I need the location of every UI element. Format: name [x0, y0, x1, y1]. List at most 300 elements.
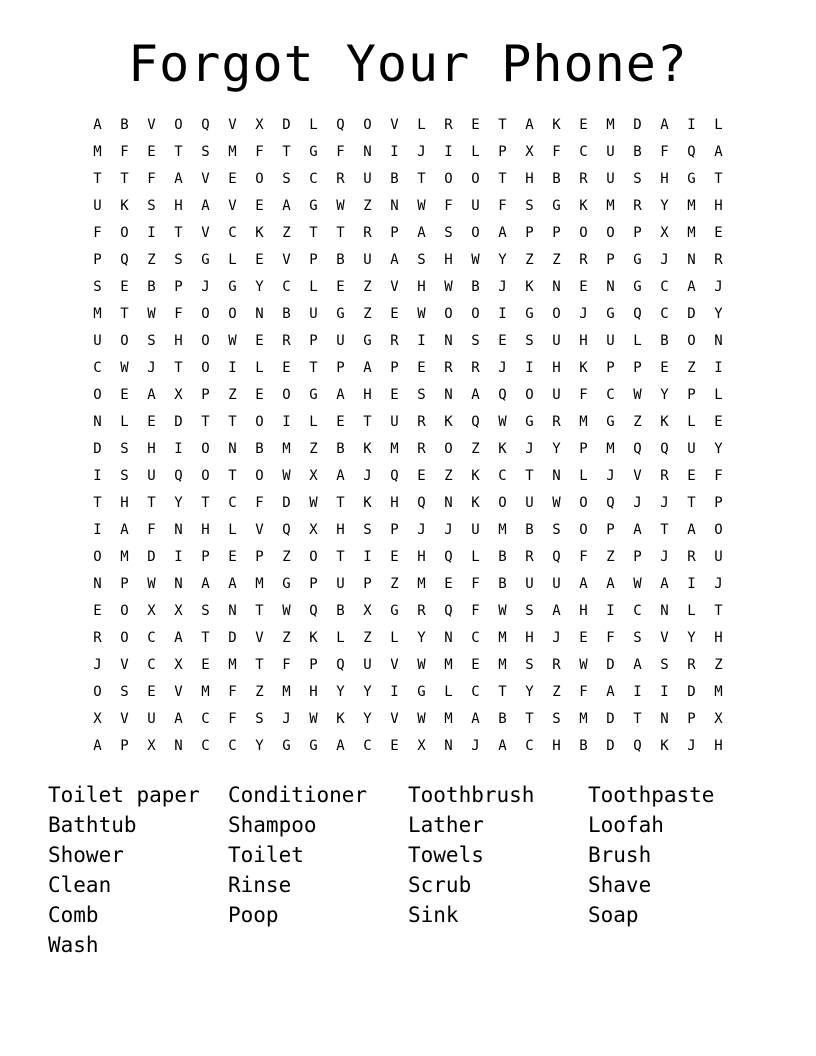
word-list-item: Shampoo: [228, 813, 317, 837]
grid-letter: X: [93, 711, 102, 727]
grid-letter: Y: [498, 252, 507, 268]
grid-letter: S: [93, 279, 102, 295]
grid-letter: F: [660, 144, 669, 160]
grid-letter: U: [552, 576, 561, 592]
grid-letter: N: [228, 603, 237, 619]
grid-letter: A: [93, 117, 102, 133]
grid-letter: L: [417, 117, 426, 133]
grid-letter: A: [687, 279, 696, 295]
grid-letter: P: [606, 360, 615, 376]
grid-letter: L: [228, 522, 237, 538]
grid-letter: P: [606, 252, 615, 268]
grid-letter: U: [525, 495, 534, 511]
grid-letter: W: [633, 576, 642, 592]
grid-letter: G: [309, 144, 318, 160]
grid-letter: R: [687, 657, 696, 673]
grid-letter: A: [417, 225, 426, 241]
grid-letter: Q: [201, 117, 210, 133]
grid-letter: C: [471, 630, 480, 646]
grid-letter: T: [255, 657, 264, 673]
grid-letter: V: [147, 117, 156, 133]
grid-letter: Z: [363, 198, 372, 214]
grid-letter: B: [471, 279, 480, 295]
grid-letter: S: [201, 603, 210, 619]
grid-letter: F: [579, 684, 588, 700]
grid-letter: E: [147, 684, 156, 700]
word-list-item: Toothpaste: [588, 783, 715, 807]
grid-letter: S: [552, 522, 561, 538]
grid-letter: Z: [228, 387, 237, 403]
grid-letter: R: [282, 333, 291, 349]
grid-letter: M: [498, 630, 507, 646]
grid-letter: J: [660, 252, 669, 268]
grid-letter: N: [660, 711, 669, 727]
grid-letter: M: [444, 657, 453, 673]
grid-letter: N: [255, 306, 264, 322]
grid-letter: T: [363, 414, 372, 430]
grid-letter: J: [552, 630, 561, 646]
grid-letter: Z: [525, 252, 534, 268]
grid-letter: A: [336, 468, 345, 484]
grid-letter: J: [714, 576, 723, 592]
word-list-item: Sink: [408, 903, 459, 927]
grid-letter: G: [309, 387, 318, 403]
grid-letter: L: [309, 279, 318, 295]
grid-letter: M: [228, 657, 237, 673]
grid-letter: I: [633, 684, 642, 700]
grid-letter: O: [174, 117, 183, 133]
grid-letter: F: [120, 144, 129, 160]
grid-letter: V: [390, 711, 399, 727]
grid-letter: D: [606, 711, 615, 727]
grid-letter: M: [498, 522, 507, 538]
grid-letter: S: [525, 657, 534, 673]
grid-letter: Z: [282, 549, 291, 565]
grid-letter: Z: [282, 225, 291, 241]
grid-letter: K: [363, 495, 372, 511]
grid-letter: E: [282, 360, 291, 376]
grid-letter: H: [579, 603, 588, 619]
grid-letter: P: [714, 495, 723, 511]
grid-letter: D: [93, 441, 102, 457]
grid-letter: B: [120, 117, 129, 133]
grid-letter: T: [255, 603, 264, 619]
grid-letter: R: [444, 117, 453, 133]
grid-letter: J: [660, 549, 669, 565]
grid-letter: I: [174, 549, 183, 565]
grid-letter: E: [687, 468, 696, 484]
grid-letter: H: [714, 630, 723, 646]
grid-letter: U: [606, 144, 615, 160]
word-list-item: Toothbrush: [408, 783, 535, 807]
grid-letter: V: [174, 684, 183, 700]
grid-letter: B: [498, 711, 507, 727]
grid-letter: G: [228, 279, 237, 295]
grid-letter: Q: [633, 306, 642, 322]
grid-letter: T: [498, 684, 507, 700]
grid-letter: Q: [498, 387, 507, 403]
grid-letter: T: [201, 495, 210, 511]
grid-letter: A: [525, 117, 534, 133]
grid-letter: K: [120, 198, 129, 214]
grid-letter: X: [525, 144, 534, 160]
grid-letter: H: [525, 630, 534, 646]
grid-letter: T: [201, 414, 210, 430]
word-list-item: Wash: [48, 933, 99, 957]
grid-letter: R: [93, 630, 102, 646]
grid-letter: M: [93, 306, 102, 322]
grid-letter: Y: [552, 441, 561, 457]
grid-letter: T: [174, 360, 183, 376]
grid-letter: A: [498, 225, 507, 241]
grid-letter: L: [228, 252, 237, 268]
grid-letter: C: [633, 603, 642, 619]
grid-letter: A: [633, 657, 642, 673]
grid-letter: K: [444, 414, 453, 430]
grid-letter: R: [390, 333, 399, 349]
grid-row: [84, 625, 734, 652]
word-list-item: Clean: [48, 873, 112, 897]
grid-letter: R: [417, 414, 426, 430]
grid-letter: W: [309, 495, 318, 511]
grid-letter: Y: [714, 441, 723, 457]
grid-letter: M: [606, 117, 615, 133]
grid-letter: Y: [714, 306, 723, 322]
grid-letter: P: [309, 333, 318, 349]
grid-letter: C: [579, 144, 588, 160]
grid-letter: A: [201, 576, 210, 592]
word-list-item: Comb: [48, 903, 99, 927]
grid-letter: K: [660, 738, 669, 754]
grid-letter: I: [147, 225, 156, 241]
grid-letter: N: [174, 738, 183, 754]
grid-letter: M: [714, 684, 723, 700]
grid-letter: O: [309, 549, 318, 565]
grid-letter: I: [93, 468, 102, 484]
grid-letter: H: [525, 171, 534, 187]
grid-letter: U: [336, 576, 345, 592]
grid-letter: K: [579, 198, 588, 214]
grid-letter: W: [120, 360, 129, 376]
grid-letter: G: [606, 306, 615, 322]
grid-letter: D: [633, 117, 642, 133]
grid-row: [84, 220, 734, 247]
grid-letter: L: [471, 144, 480, 160]
grid-row: [84, 544, 734, 571]
grid-letter: B: [525, 522, 534, 538]
grid-letter: H: [309, 684, 318, 700]
grid-letter: C: [201, 738, 210, 754]
grid-letter: O: [606, 225, 615, 241]
grid-letter: P: [552, 225, 561, 241]
grid-letter: I: [417, 333, 426, 349]
grid-letter: M: [93, 144, 102, 160]
grid-letter: I: [282, 414, 291, 430]
grid-letter: Z: [552, 684, 561, 700]
grid-letter: J: [201, 279, 210, 295]
grid-letter: F: [147, 171, 156, 187]
grid-letter: J: [498, 279, 507, 295]
grid-letter: X: [660, 225, 669, 241]
grid-letter: C: [201, 711, 210, 727]
grid-letter: H: [579, 333, 588, 349]
grid-letter: A: [174, 630, 183, 646]
grid-letter: F: [336, 144, 345, 160]
grid-letter: E: [93, 603, 102, 619]
grid-letter: H: [552, 738, 561, 754]
grid-letter: T: [714, 603, 723, 619]
grid-letter: N: [606, 279, 615, 295]
grid-letter: U: [336, 333, 345, 349]
grid-letter: Q: [471, 414, 480, 430]
grid-letter: E: [579, 630, 588, 646]
grid-letter: I: [390, 684, 399, 700]
grid-letter: N: [687, 252, 696, 268]
grid-letter: R: [660, 468, 669, 484]
grid-letter: M: [120, 549, 129, 565]
grid-letter: Q: [444, 603, 453, 619]
grid-row: [84, 598, 734, 625]
grid-letter: T: [633, 711, 642, 727]
grid-letter: W: [417, 657, 426, 673]
grid-letter: Q: [687, 144, 696, 160]
grid-letter: A: [174, 711, 183, 727]
grid-letter: T: [498, 171, 507, 187]
grid-letter: M: [282, 441, 291, 457]
grid-letter: M: [687, 198, 696, 214]
grid-letter: K: [552, 117, 561, 133]
grid-letter: K: [363, 441, 372, 457]
grid-letter: I: [390, 144, 399, 160]
grid-letter: R: [633, 198, 642, 214]
grid-letter: J: [579, 306, 588, 322]
grid-letter: T: [174, 225, 183, 241]
grid-letter: Q: [309, 603, 318, 619]
grid-letter: M: [390, 441, 399, 457]
grid-letter: U: [363, 252, 372, 268]
grid-letter: W: [579, 657, 588, 673]
grid-letter: H: [552, 360, 561, 376]
grid-row: [84, 301, 734, 328]
grid-letter: C: [498, 468, 507, 484]
grid-letter: P: [201, 549, 210, 565]
grid-letter: E: [471, 117, 480, 133]
grid-letter: N: [93, 576, 102, 592]
grid-letter: S: [120, 684, 129, 700]
grid-letter: X: [417, 738, 426, 754]
grid-letter: Q: [336, 657, 345, 673]
grid-letter: M: [444, 711, 453, 727]
grid-letter: E: [417, 468, 426, 484]
grid-letter: N: [660, 603, 669, 619]
grid-letter: F: [714, 468, 723, 484]
grid-letter: H: [660, 171, 669, 187]
grid-letter: U: [687, 441, 696, 457]
grid-letter: B: [336, 441, 345, 457]
grid-letter: U: [606, 333, 615, 349]
grid-letter: U: [525, 576, 534, 592]
grid-letter: Z: [714, 657, 723, 673]
grid-letter: X: [174, 657, 183, 673]
grid-letter: S: [120, 441, 129, 457]
grid-letter: O: [93, 684, 102, 700]
grid-letter: G: [363, 333, 372, 349]
grid-letter: F: [174, 306, 183, 322]
grid-letter: F: [498, 198, 507, 214]
grid-letter: H: [174, 198, 183, 214]
grid-letter: E: [120, 387, 129, 403]
grid-letter: O: [579, 225, 588, 241]
grid-letter: X: [309, 468, 318, 484]
grid-letter: C: [228, 738, 237, 754]
grid-letter: X: [255, 117, 264, 133]
grid-letter: P: [201, 387, 210, 403]
grid-letter: S: [363, 522, 372, 538]
grid-letter: G: [390, 603, 399, 619]
grid-letter: I: [714, 360, 723, 376]
grid-letter: R: [363, 225, 372, 241]
grid-letter: D: [687, 684, 696, 700]
grid-letter: C: [660, 306, 669, 322]
grid-letter: C: [309, 171, 318, 187]
grid-letter: C: [93, 360, 102, 376]
grid-letter: E: [336, 414, 345, 430]
grid-letter: Z: [309, 441, 318, 457]
grid-letter: T: [336, 495, 345, 511]
grid-letter: U: [606, 171, 615, 187]
grid-letter: M: [606, 198, 615, 214]
grid-letter: I: [660, 684, 669, 700]
grid-letter: L: [714, 117, 723, 133]
grid-letter: T: [687, 495, 696, 511]
grid-letter: P: [579, 441, 588, 457]
grid-letter: Z: [255, 684, 264, 700]
grid-letter: P: [633, 549, 642, 565]
grid-letter: E: [390, 306, 399, 322]
grid-letter: D: [282, 495, 291, 511]
grid-letter: P: [633, 225, 642, 241]
grid-letter: E: [390, 738, 399, 754]
grid-letter: Y: [363, 684, 372, 700]
grid-letter: F: [471, 603, 480, 619]
grid-letter: J: [417, 522, 426, 538]
word-list-item: Toilet: [228, 843, 304, 867]
grid-row: [84, 193, 734, 220]
word-list-item: Towels: [408, 843, 484, 867]
grid-letter: G: [201, 252, 210, 268]
grid-letter: S: [147, 333, 156, 349]
grid-letter: O: [255, 414, 264, 430]
grid-letter: W: [633, 387, 642, 403]
grid-letter: Q: [606, 495, 615, 511]
grid-letter: E: [660, 360, 669, 376]
grid-letter: J: [498, 360, 507, 376]
grid-letter: K: [660, 414, 669, 430]
grid-row: [84, 652, 734, 679]
grid-letter: R: [714, 252, 723, 268]
grid-letter: X: [147, 603, 156, 619]
grid-letter: P: [174, 279, 183, 295]
grid-letter: A: [471, 711, 480, 727]
word-list-item: Bathtub: [48, 813, 137, 837]
grid-letter: W: [498, 603, 507, 619]
grid-letter: I: [525, 360, 534, 376]
grid-letter: D: [282, 117, 291, 133]
grid-letter: R: [579, 171, 588, 187]
grid-letter: F: [579, 387, 588, 403]
grid-letter: H: [417, 279, 426, 295]
grid-letter: A: [660, 117, 669, 133]
grid-letter: A: [633, 522, 642, 538]
grid-letter: J: [633, 495, 642, 511]
grid-letter: O: [255, 171, 264, 187]
grid-letter: E: [444, 576, 453, 592]
grid-letter: H: [120, 495, 129, 511]
grid-letter: E: [336, 279, 345, 295]
grid-letter: Y: [174, 495, 183, 511]
grid-letter: X: [363, 603, 372, 619]
grid-letter: C: [525, 738, 534, 754]
grid-letter: A: [336, 387, 345, 403]
grid-letter: P: [255, 549, 264, 565]
grid-letter: I: [93, 522, 102, 538]
grid-letter: L: [687, 603, 696, 619]
grid-letter: V: [120, 657, 129, 673]
grid-letter: G: [606, 414, 615, 430]
grid-letter: F: [471, 576, 480, 592]
grid-letter: Z: [444, 468, 453, 484]
grid-letter: Q: [417, 495, 426, 511]
grid-letter: O: [120, 333, 129, 349]
grid-row: [84, 490, 734, 517]
grid-letter: S: [120, 468, 129, 484]
grid-letter: O: [471, 225, 480, 241]
grid-letter: L: [255, 360, 264, 376]
grid-row: [84, 571, 734, 598]
grid-letter: K: [471, 468, 480, 484]
word-list-item: Brush: [588, 843, 652, 867]
grid-letter: D: [147, 549, 156, 565]
grid-letter: N: [93, 414, 102, 430]
grid-row: [84, 247, 734, 274]
grid-letter: B: [390, 171, 399, 187]
grid-letter: X: [714, 711, 723, 727]
grid-letter: Q: [552, 549, 561, 565]
grid-letter: G: [309, 738, 318, 754]
grid-letter: E: [579, 279, 588, 295]
grid-letter: E: [201, 657, 210, 673]
grid-letter: G: [687, 171, 696, 187]
grid-letter: Y: [363, 711, 372, 727]
grid-letter: N: [444, 333, 453, 349]
grid-letter: Z: [363, 630, 372, 646]
grid-letter: J: [93, 657, 102, 673]
grid-letter: A: [498, 738, 507, 754]
grid-letter: O: [228, 306, 237, 322]
word-list-item: Soap: [588, 903, 639, 927]
grid-letter: S: [174, 252, 183, 268]
grid-row: [84, 274, 734, 301]
grid-letter: P: [309, 252, 318, 268]
grid-letter: A: [120, 522, 129, 538]
grid-letter: R: [552, 657, 561, 673]
grid-letter: N: [552, 468, 561, 484]
grid-letter: C: [660, 279, 669, 295]
grid-letter: N: [444, 495, 453, 511]
grid-letter: O: [579, 522, 588, 538]
grid-letter: B: [633, 144, 642, 160]
grid-letter: Q: [282, 522, 291, 538]
